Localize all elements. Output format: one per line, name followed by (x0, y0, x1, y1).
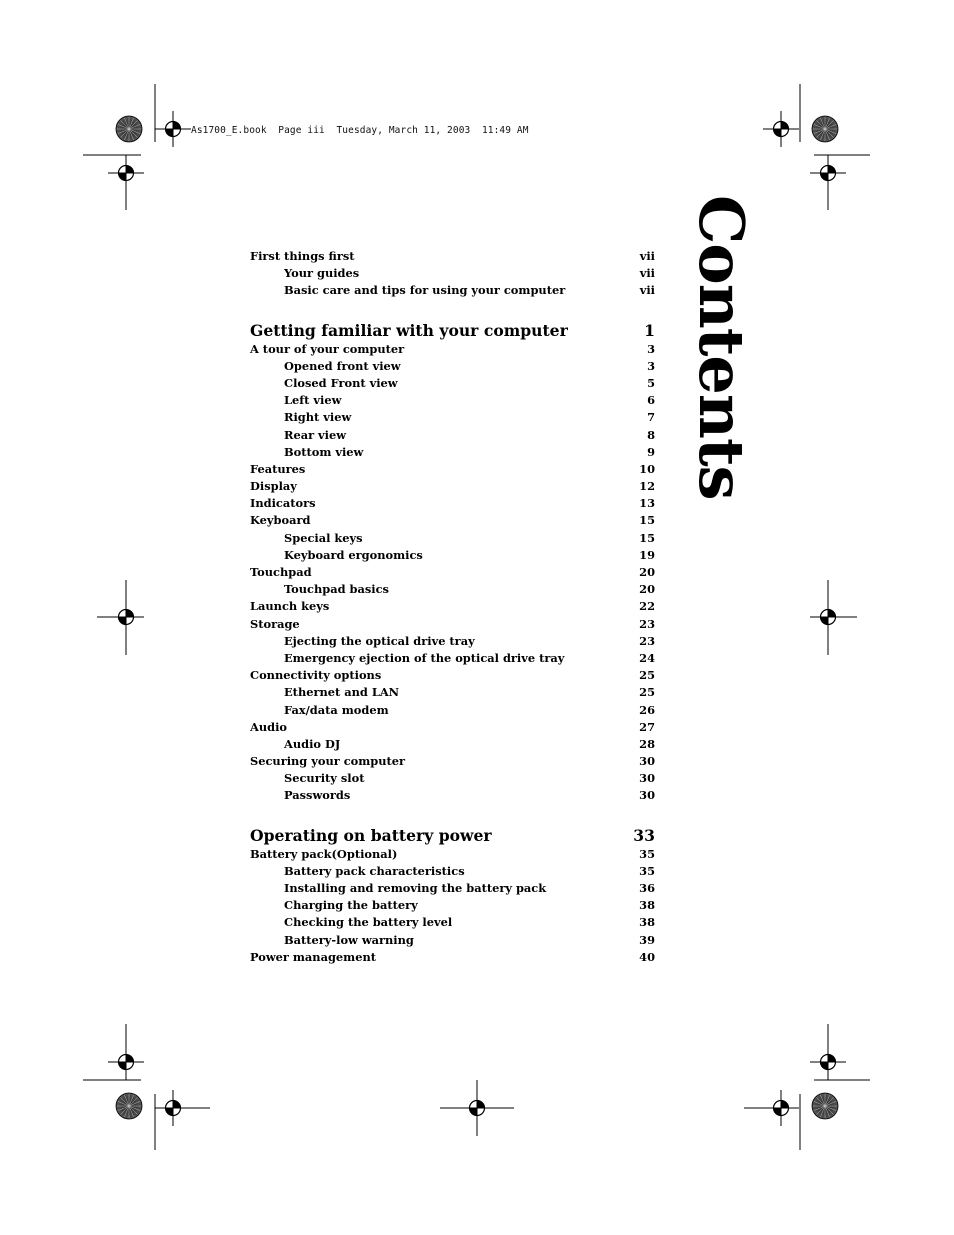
toc-label: First things first (250, 249, 355, 263)
toc-page-number: 35 (639, 846, 655, 861)
toc-page-number: 25 (639, 668, 655, 683)
page-title: Contents (685, 195, 758, 500)
toc-label: Passwords (284, 788, 351, 803)
toc-page-number: 38 (639, 915, 655, 930)
toc-label: Touchpad (250, 565, 312, 579)
toc-subentry[interactable] (250, 265, 655, 282)
toc-entry[interactable] (250, 512, 655, 529)
table-of-contents (250, 248, 655, 966)
toc-label: Special keys (284, 530, 363, 545)
toc-page-number: 26 (639, 702, 655, 717)
toc-label: Indicators (250, 496, 316, 511)
toc-subentry[interactable] (250, 530, 655, 547)
toc-subentry[interactable] (250, 684, 655, 701)
toc-page-number: 20 (639, 582, 655, 597)
toc-label: Battery pack(Optional) (250, 846, 398, 861)
registration-mark-icon (763, 111, 799, 147)
toc-chapter[interactable] (250, 826, 655, 846)
toc-page-number: 13 (639, 496, 655, 511)
toc-label: Storage (250, 616, 300, 631)
toc-label: Fax/data modem (284, 702, 389, 717)
toc-label: Audio DJ (284, 736, 341, 751)
toc-page-number: 35 (639, 863, 655, 878)
toc-page-number: 38 (639, 898, 655, 913)
toc-entry[interactable] (250, 616, 655, 633)
toc-entry[interactable] (250, 341, 655, 358)
toc-label: Security slot (284, 771, 365, 786)
toc-page-number: 40 (639, 949, 655, 964)
toc-page-number: 39 (639, 932, 655, 947)
star-target-icon (812, 1093, 838, 1119)
toc-subentry[interactable] (250, 444, 655, 461)
toc-label: A tour of your computer (250, 341, 405, 356)
toc-label: Your guides (284, 266, 360, 281)
toc-subentry[interactable] (250, 282, 655, 299)
toc-subentry[interactable] (250, 863, 655, 880)
toc-subentry[interactable] (250, 880, 655, 897)
toc-subentry[interactable] (250, 547, 655, 564)
toc-page-number: 15 (639, 513, 655, 528)
toc-subentry[interactable] (250, 392, 655, 409)
toc-subentry[interactable] (250, 581, 655, 598)
star-target-icon (116, 1093, 142, 1119)
toc-subentry[interactable] (250, 375, 655, 392)
registration-mark-icon (155, 111, 191, 147)
toc-page-number: 30 (639, 788, 655, 803)
toc-subentry[interactable] (250, 932, 655, 949)
toc-subentry[interactable] (250, 770, 655, 787)
toc-entry[interactable] (250, 949, 655, 966)
toc-entry[interactable] (250, 495, 655, 512)
toc-label: Touchpad basics (284, 582, 389, 597)
toc-label: Ethernet and LAN (284, 685, 400, 700)
toc-label: Features (250, 461, 306, 476)
toc-entry[interactable] (250, 564, 655, 581)
toc-page-number: 30 (639, 771, 655, 786)
toc-entry[interactable] (250, 667, 655, 684)
toc-label: Battery pack characteristics (284, 863, 465, 878)
toc-label: Keyboard ergonomics (284, 547, 423, 562)
toc-page-number: 22 (639, 599, 655, 614)
star-target-icon (116, 116, 142, 142)
toc-subentry[interactable] (250, 358, 655, 375)
toc-subentry[interactable] (250, 897, 655, 914)
toc-label: Closed Front view (284, 375, 398, 390)
toc-label: Keyboard (250, 513, 311, 528)
toc-page-number: 3 (647, 341, 655, 356)
toc-page-number: 27 (639, 719, 655, 734)
toc-page-number: 9 (647, 444, 655, 459)
toc-label: Charging the battery (284, 898, 418, 913)
toc-page-number: 7 (647, 410, 655, 425)
toc-label: Power management (250, 949, 377, 964)
toc-subentry[interactable] (250, 650, 655, 667)
toc-entry[interactable] (250, 598, 655, 615)
toc-label: Bottom view (284, 444, 364, 459)
toc-label: Operating on battery power (250, 825, 492, 845)
toc-subentry[interactable] (250, 736, 655, 753)
toc-entry[interactable] (250, 753, 655, 770)
toc-entry[interactable] (250, 461, 655, 478)
toc-subentry[interactable] (250, 702, 655, 719)
toc-page-number: 8 (647, 427, 655, 442)
toc-page-number: 30 (639, 754, 655, 769)
toc-page-number: vii (639, 249, 655, 263)
toc-label: Rear view (284, 427, 347, 442)
toc-subentry[interactable] (250, 914, 655, 931)
toc-subentry[interactable] (250, 787, 655, 804)
toc-page-number: 5 (647, 375, 655, 390)
toc-page-number: 24 (639, 650, 655, 665)
toc-subentry[interactable] (250, 409, 655, 426)
toc-label: Audio (250, 719, 288, 734)
toc-label: Ejecting the optical drive tray (284, 633, 475, 648)
toc-page-number: 1 (644, 320, 655, 340)
star-target-icon (812, 116, 838, 142)
toc-page-number: 33 (633, 825, 655, 845)
toc-page-number: 10 (639, 461, 655, 476)
toc-label: Connectivity options (250, 668, 382, 683)
toc-page-number: vii (639, 283, 655, 298)
toc-page-number: 6 (647, 393, 655, 408)
page-title-container (685, 195, 758, 500)
toc-label: Right view (284, 410, 352, 425)
toc-page-number: 23 (639, 616, 655, 631)
toc-entry[interactable] (250, 478, 655, 495)
toc-page-number: 3 (647, 358, 655, 373)
toc-label: Installing and removing the battery pack (284, 881, 547, 895)
toc-entry[interactable] (250, 248, 655, 265)
toc-subentry[interactable] (250, 427, 655, 444)
toc-label: Basic care and tips for using your computer (284, 283, 566, 298)
toc-page-number: vii (639, 266, 655, 281)
toc-label: Battery-low warning (284, 932, 414, 947)
toc-label: Left view (284, 393, 342, 408)
print-slug-header: As1700_E.book Page iii Tuesday, March 11, 2003 11:49 AM (191, 125, 529, 136)
toc-label: Getting familiar with your computer (250, 320, 568, 340)
toc-label: Checking the battery level (284, 915, 453, 930)
toc-entry[interactable] (250, 719, 655, 736)
toc-label: Opened front view (284, 358, 401, 373)
toc-label: Emergency ejection of the optical drive tray (284, 650, 565, 665)
toc-page-number: 15 (639, 530, 655, 545)
toc-chapter[interactable] (250, 321, 655, 341)
toc-label: Securing your computer (250, 754, 406, 769)
toc-subentry[interactable] (250, 633, 655, 650)
toc-page-number: 25 (639, 685, 655, 700)
toc-page-number: 19 (639, 547, 655, 562)
toc-label: Launch keys (250, 599, 330, 614)
toc-page-number: 20 (639, 565, 655, 579)
toc-entry[interactable] (250, 846, 655, 863)
toc-page-number: 12 (639, 479, 655, 494)
toc-page-number: 36 (639, 881, 655, 895)
toc-label: Display (250, 479, 297, 494)
toc-page-number: 23 (639, 633, 655, 648)
toc-page-number: 28 (639, 736, 655, 751)
